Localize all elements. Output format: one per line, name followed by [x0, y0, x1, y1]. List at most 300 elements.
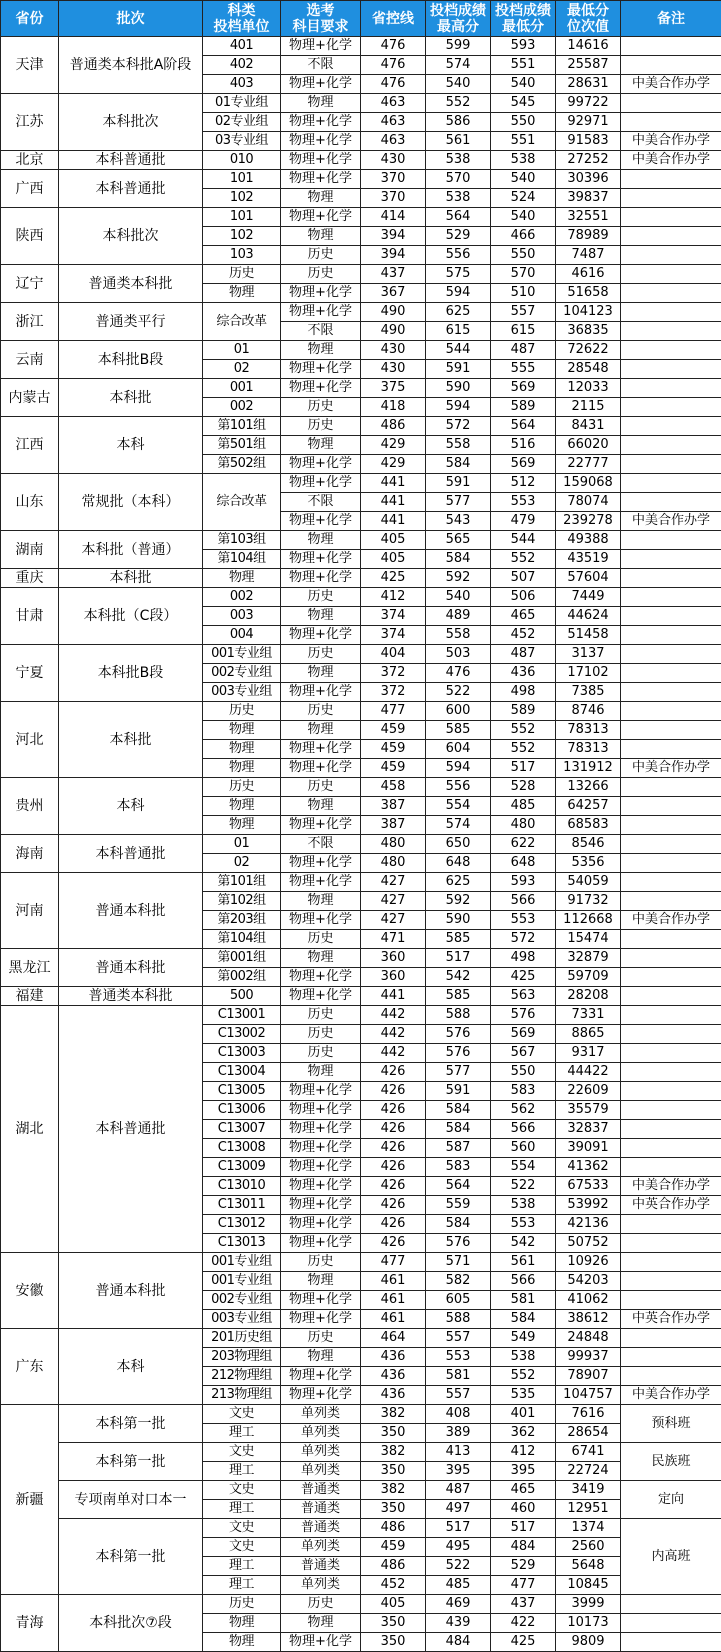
unit-cell: 第101组	[203, 873, 281, 892]
max-score-cell: 600	[426, 702, 491, 721]
min-rank-cell: 99937	[556, 1348, 621, 1367]
control-line-cell: 394	[361, 246, 426, 265]
note-cell	[621, 531, 721, 550]
requirement-cell: 物理+化学	[281, 1291, 361, 1310]
control-line-cell: 382	[361, 1405, 426, 1424]
min-rank-cell: 92971	[556, 113, 621, 132]
min-rank-cell: 72622	[556, 341, 621, 360]
unit-cell: 201历史组	[203, 1329, 281, 1348]
requirement-cell: 普通类	[281, 1500, 361, 1519]
note-cell: 中美合作办学	[621, 911, 721, 930]
min-rank-cell: 10926	[556, 1253, 621, 1272]
note-cell: 中美合作办学	[621, 1386, 721, 1405]
unit-cell: 403	[203, 75, 281, 94]
max-score-cell: 592	[426, 892, 491, 911]
unit-cell: 历史	[203, 1595, 281, 1614]
table-row	[1, 645, 721, 664]
max-score-cell: 487	[426, 1481, 491, 1500]
min-score-cell: 550	[491, 246, 556, 265]
min-score-cell: 412	[491, 1443, 556, 1462]
table-row	[1, 94, 721, 113]
min-rank-cell: 25587	[556, 56, 621, 75]
min-rank-cell: 41062	[556, 1291, 621, 1310]
unit-cell: 103	[203, 246, 281, 265]
note-cell	[621, 227, 721, 246]
unit-cell: 物理	[203, 569, 281, 588]
control-line-cell: 426	[361, 1234, 426, 1253]
batch-cell: 普通类平行	[59, 303, 203, 341]
unit-cell: 101	[203, 170, 281, 189]
unit-cell: 物理	[203, 797, 281, 816]
control-line-cell: 459	[361, 759, 426, 778]
min-rank-cell: 3999	[556, 1595, 621, 1614]
control-line-cell: 374	[361, 626, 426, 645]
note-cell	[621, 1101, 721, 1120]
requirement-cell: 历史	[281, 1329, 361, 1348]
requirement-cell: 物理	[281, 1272, 361, 1291]
min-score-cell: 555	[491, 360, 556, 379]
requirement-cell: 物理+化学	[281, 854, 361, 873]
min-score-cell: 484	[491, 1538, 556, 1557]
unit-cell: 213物理组	[203, 1386, 281, 1405]
unit-cell: 理工	[203, 1462, 281, 1481]
max-score-cell: 552	[426, 94, 491, 113]
min-rank-cell: 43519	[556, 550, 621, 569]
note-cell: 中英合作办学	[621, 1196, 721, 1215]
requirement-cell: 物理+化学	[281, 1215, 361, 1234]
note-cell	[621, 949, 721, 968]
min-rank-cell: 6741	[556, 1443, 621, 1462]
province-cell: 贵州	[1, 778, 59, 835]
table-row	[1, 702, 721, 721]
requirement-cell: 单列类	[281, 1462, 361, 1481]
batch-cell: 本科批次	[59, 94, 203, 151]
min-score-cell: 562	[491, 1101, 556, 1120]
unit-cell: 01	[203, 341, 281, 360]
min-score-cell: 425	[491, 968, 556, 987]
note-cell: 预科班	[621, 1405, 721, 1443]
note-cell: 中英合作办学	[621, 1310, 721, 1329]
requirement-cell: 物理+化学	[281, 740, 361, 759]
min-rank-cell: 3419	[556, 1481, 621, 1500]
control-line-cell: 350	[361, 1614, 426, 1633]
control-line-cell: 461	[361, 1272, 426, 1291]
note-cell	[621, 1291, 721, 1310]
min-rank-cell: 112668	[556, 911, 621, 930]
table-row	[1, 208, 721, 227]
province-cell: 江苏	[1, 94, 59, 151]
batch-cell: 本科	[59, 778, 203, 835]
province-cell: 湖南	[1, 531, 59, 569]
control-line-cell: 476	[361, 75, 426, 94]
min-rank-cell: 50752	[556, 1234, 621, 1253]
note-cell	[621, 550, 721, 569]
min-rank-cell: 5648	[556, 1557, 621, 1576]
control-line-cell: 426	[361, 1082, 426, 1101]
unit-cell: 02	[203, 360, 281, 379]
batch-cell: 普通本科批	[59, 1253, 203, 1329]
min-rank-cell: 35579	[556, 1101, 621, 1120]
min-score-cell: 561	[491, 1253, 556, 1272]
max-score-cell: 584	[426, 550, 491, 569]
min-score-cell: 401	[491, 1405, 556, 1424]
note-cell	[621, 816, 721, 835]
min-score-cell: 550	[491, 113, 556, 132]
control-line-cell: 426	[361, 1101, 426, 1120]
requirement-cell: 普通类	[281, 1519, 361, 1538]
max-score-cell: 389	[426, 1424, 491, 1443]
requirement-cell: 历史	[281, 1006, 361, 1025]
max-score-cell: 408	[426, 1405, 491, 1424]
min-score-cell: 465	[491, 1481, 556, 1500]
table-row	[1, 37, 721, 56]
note-cell: 定向	[621, 1481, 721, 1519]
unit-cell: C13006	[203, 1101, 281, 1120]
min-score-cell: 563	[491, 987, 556, 1006]
control-line-cell: 426	[361, 1215, 426, 1234]
min-score-cell: 549	[491, 1329, 556, 1348]
min-rank-cell: 57604	[556, 569, 621, 588]
batch-cell: 本科批次	[59, 208, 203, 265]
requirement-cell: 物理+化学	[281, 968, 361, 987]
min-score-cell: 593	[491, 37, 556, 56]
min-score-cell: 569	[491, 455, 556, 474]
min-rank-cell: 78313	[556, 740, 621, 759]
unit-cell: 002	[203, 398, 281, 417]
note-cell	[621, 569, 721, 588]
min-rank-cell: 7449	[556, 588, 621, 607]
min-rank-cell: 32551	[556, 208, 621, 227]
unit-cell: 文史	[203, 1443, 281, 1462]
unit-cell: C13005	[203, 1082, 281, 1101]
min-score-cell: 566	[491, 1272, 556, 1291]
max-score-cell: 558	[426, 436, 491, 455]
requirement-cell: 物理+化学	[281, 816, 361, 835]
min-score-cell: 551	[491, 132, 556, 151]
min-score-cell: 552	[491, 740, 556, 759]
province-cell: 北京	[1, 151, 59, 170]
control-line-cell: 436	[361, 1367, 426, 1386]
table-row	[1, 1253, 721, 1272]
unit-cell: 文史	[203, 1519, 281, 1538]
min-score-cell: 551	[491, 56, 556, 75]
min-rank-cell: 27252	[556, 151, 621, 170]
min-score-cell: 362	[491, 1424, 556, 1443]
requirement-cell: 物理+化学	[281, 550, 361, 569]
table-row	[1, 1519, 721, 1538]
note-cell	[621, 1234, 721, 1253]
max-score-cell: 582	[426, 1272, 491, 1291]
control-line-cell: 370	[361, 189, 426, 208]
control-line-cell: 382	[361, 1481, 426, 1500]
control-line-cell: 464	[361, 1329, 426, 1348]
header-note: 备注	[621, 1, 721, 37]
min-score-cell: 535	[491, 1386, 556, 1405]
header-min-score: 投档成绩 最低分	[491, 1, 556, 37]
min-score-cell: 517	[491, 759, 556, 778]
requirement-cell: 物理	[281, 949, 361, 968]
province-cell: 云南	[1, 341, 59, 379]
max-score-cell: 577	[426, 493, 491, 512]
note-cell	[621, 379, 721, 398]
batch-cell: 本科第一批	[59, 1519, 203, 1595]
max-score-cell: 604	[426, 740, 491, 759]
requirement-cell: 普通类	[281, 1557, 361, 1576]
requirement-cell: 物理+化学	[281, 132, 361, 151]
requirement-cell: 物理+化学	[281, 151, 361, 170]
control-line-cell: 426	[361, 1177, 426, 1196]
control-line-cell: 459	[361, 740, 426, 759]
note-cell	[621, 455, 721, 474]
province-cell: 河北	[1, 702, 59, 778]
min-score-cell: 485	[491, 797, 556, 816]
unit-cell: 003专业组	[203, 1310, 281, 1329]
note-cell	[621, 1272, 721, 1291]
min-score-cell: 528	[491, 778, 556, 797]
max-score-cell: 489	[426, 607, 491, 626]
requirement-cell: 单列类	[281, 1424, 361, 1443]
header-unit: 科类 投档单位	[203, 1, 281, 37]
max-score-cell: 570	[426, 170, 491, 189]
min-rank-cell: 17102	[556, 664, 621, 683]
province-cell: 安徽	[1, 1253, 59, 1329]
note-cell	[621, 493, 721, 512]
province-cell: 海南	[1, 835, 59, 873]
note-cell	[621, 683, 721, 702]
min-rank-cell: 8546	[556, 835, 621, 854]
max-score-cell: 648	[426, 854, 491, 873]
max-score-cell: 557	[426, 1329, 491, 1348]
min-rank-cell: 42136	[556, 1215, 621, 1234]
requirement-cell: 物理+化学	[281, 170, 361, 189]
unit-cell: 004	[203, 626, 281, 645]
min-score-cell: 437	[491, 1595, 556, 1614]
unit-cell: C13002	[203, 1025, 281, 1044]
min-score-cell: 516	[491, 436, 556, 455]
min-score-cell: 584	[491, 1310, 556, 1329]
max-score-cell: 540	[426, 75, 491, 94]
min-score-cell: 529	[491, 1557, 556, 1576]
control-line-cell: 367	[361, 284, 426, 303]
max-score-cell: 599	[426, 37, 491, 56]
min-score-cell: 569	[491, 379, 556, 398]
min-score-cell: 506	[491, 588, 556, 607]
province-cell: 宁夏	[1, 645, 59, 702]
requirement-cell: 物理+化学	[281, 1234, 361, 1253]
requirement-cell: 物理+化学	[281, 360, 361, 379]
note-cell	[621, 341, 721, 360]
max-score-cell: 564	[426, 1177, 491, 1196]
requirement-cell: 历史	[281, 398, 361, 417]
min-rank-cell: 24848	[556, 1329, 621, 1348]
header-requirement: 选考 科目要求	[281, 1, 361, 37]
note-cell: 中美合作办学	[621, 132, 721, 151]
control-line-cell: 405	[361, 1595, 426, 1614]
min-rank-cell: 4616	[556, 265, 621, 284]
max-score-cell: 571	[426, 1253, 491, 1272]
control-line-cell: 458	[361, 778, 426, 797]
max-score-cell: 497	[426, 1500, 491, 1519]
control-line-cell: 461	[361, 1291, 426, 1310]
requirement-cell: 历史	[281, 778, 361, 797]
batch-cell: 本科批次⑦段	[59, 1595, 203, 1652]
requirement-cell: 物理+化学	[281, 303, 361, 322]
note-cell	[621, 1158, 721, 1177]
requirement-cell: 单列类	[281, 1538, 361, 1557]
province-cell: 江西	[1, 417, 59, 474]
min-score-cell: 560	[491, 1139, 556, 1158]
unit-cell: C13009	[203, 1158, 281, 1177]
min-score-cell: 477	[491, 1576, 556, 1595]
control-line-cell: 404	[361, 645, 426, 664]
requirement-cell: 历史	[281, 1253, 361, 1272]
header-max-score: 投档成绩 最高分	[426, 1, 491, 37]
control-line-cell: 426	[361, 1196, 426, 1215]
table-row	[1, 379, 721, 398]
max-score-cell: 591	[426, 474, 491, 493]
note-cell: 中美合作办学	[621, 759, 721, 778]
control-line-cell: 430	[361, 341, 426, 360]
province-cell: 辽宁	[1, 265, 59, 303]
control-line-cell: 387	[361, 797, 426, 816]
min-score-cell: 436	[491, 664, 556, 683]
requirement-cell: 普通类	[281, 1481, 361, 1500]
min-score-cell: 570	[491, 265, 556, 284]
control-line-cell: 405	[361, 550, 426, 569]
requirement-cell: 历史	[281, 702, 361, 721]
note-cell	[621, 740, 721, 759]
unit-cell: 理工	[203, 1500, 281, 1519]
min-rank-cell: 239278	[556, 512, 621, 531]
max-score-cell: 586	[426, 113, 491, 132]
control-line-cell: 350	[361, 1424, 426, 1443]
note-cell	[621, 113, 721, 132]
requirement-cell: 历史	[281, 1044, 361, 1063]
max-score-cell: 538	[426, 189, 491, 208]
header-min-rank: 最低分 位次值	[556, 1, 621, 37]
control-line-cell: 394	[361, 227, 426, 246]
unit-cell: 第103组	[203, 531, 281, 550]
control-line-cell: 427	[361, 873, 426, 892]
note-cell	[621, 1595, 721, 1614]
max-score-cell: 588	[426, 1310, 491, 1329]
min-rank-cell: 66020	[556, 436, 621, 455]
control-line-cell: 429	[361, 455, 426, 474]
note-cell	[621, 645, 721, 664]
min-score-cell: 540	[491, 75, 556, 94]
max-score-cell: 591	[426, 360, 491, 379]
note-cell	[621, 968, 721, 987]
min-rank-cell: 64257	[556, 797, 621, 816]
requirement-cell: 物理+化学	[281, 1367, 361, 1386]
min-score-cell: 581	[491, 1291, 556, 1310]
min-rank-cell: 10173	[556, 1614, 621, 1633]
min-score-cell: 593	[491, 873, 556, 892]
unit-cell: 001专业组	[203, 645, 281, 664]
batch-cell: 本科批（C段）	[59, 588, 203, 645]
control-line-cell: 427	[361, 911, 426, 930]
control-line-cell: 426	[361, 1158, 426, 1177]
max-score-cell: 576	[426, 1044, 491, 1063]
note-cell: 民族班	[621, 1443, 721, 1481]
control-line-cell: 486	[361, 1519, 426, 1538]
requirement-cell: 物理+化学	[281, 1139, 361, 1158]
max-score-cell: 553	[426, 1348, 491, 1367]
table-row	[1, 1443, 721, 1462]
max-score-cell: 585	[426, 930, 491, 949]
min-rank-cell: 2560	[556, 1538, 621, 1557]
control-line-cell: 480	[361, 854, 426, 873]
unit-cell: 综合改革	[203, 303, 281, 341]
control-line-cell: 441	[361, 987, 426, 1006]
unit-cell: 物理	[203, 1633, 281, 1652]
requirement-cell: 物理	[281, 1614, 361, 1633]
table-row	[1, 1405, 721, 1424]
unit-cell: 理工	[203, 1424, 281, 1443]
control-line-cell: 370	[361, 170, 426, 189]
max-score-cell: 615	[426, 322, 491, 341]
max-score-cell: 540	[426, 588, 491, 607]
max-score-cell: 495	[426, 1538, 491, 1557]
requirement-cell: 物理	[281, 797, 361, 816]
note-cell	[621, 189, 721, 208]
requirement-cell: 物理	[281, 227, 361, 246]
unit-cell: C13001	[203, 1006, 281, 1025]
control-line-cell: 463	[361, 132, 426, 151]
requirement-cell: 物理+化学	[281, 512, 361, 531]
min-rank-cell: 99722	[556, 94, 621, 113]
unit-cell: 物理	[203, 721, 281, 740]
control-line-cell: 490	[361, 322, 426, 341]
requirement-cell: 物理+化学	[281, 379, 361, 398]
note-cell	[621, 417, 721, 436]
min-score-cell: 552	[491, 721, 556, 740]
control-line-cell: 442	[361, 1044, 426, 1063]
max-score-cell: 577	[426, 1063, 491, 1082]
max-score-cell: 558	[426, 626, 491, 645]
min-score-cell: 465	[491, 607, 556, 626]
batch-cell: 本科	[59, 1329, 203, 1405]
min-rank-cell: 12033	[556, 379, 621, 398]
max-score-cell: 469	[426, 1595, 491, 1614]
batch-cell: 本科批（普通）	[59, 531, 203, 569]
table-row	[1, 835, 721, 854]
control-line-cell: 360	[361, 968, 426, 987]
unit-cell: 综合改革	[203, 474, 281, 531]
table-row	[1, 341, 721, 360]
requirement-cell: 物理+化学	[281, 455, 361, 474]
control-line-cell: 436	[361, 1386, 426, 1405]
min-rank-cell: 78074	[556, 493, 621, 512]
note-cell: 内高班	[621, 1519, 721, 1595]
unit-cell: 002	[203, 588, 281, 607]
batch-cell: 本科普通批	[59, 1006, 203, 1253]
requirement-cell: 物理	[281, 189, 361, 208]
min-score-cell: 615	[491, 322, 556, 341]
control-line-cell: 442	[361, 1025, 426, 1044]
control-line-cell: 382	[361, 1443, 426, 1462]
requirement-cell: 物理	[281, 664, 361, 683]
min-score-cell: 540	[491, 170, 556, 189]
unit-cell: 500	[203, 987, 281, 1006]
requirement-cell: 物理	[281, 94, 361, 113]
min-rank-cell: 68583	[556, 816, 621, 835]
min-score-cell: 466	[491, 227, 556, 246]
max-score-cell: 594	[426, 398, 491, 417]
requirement-cell: 物理	[281, 607, 361, 626]
batch-cell: 本科批B段	[59, 645, 203, 702]
min-score-cell: 564	[491, 417, 556, 436]
